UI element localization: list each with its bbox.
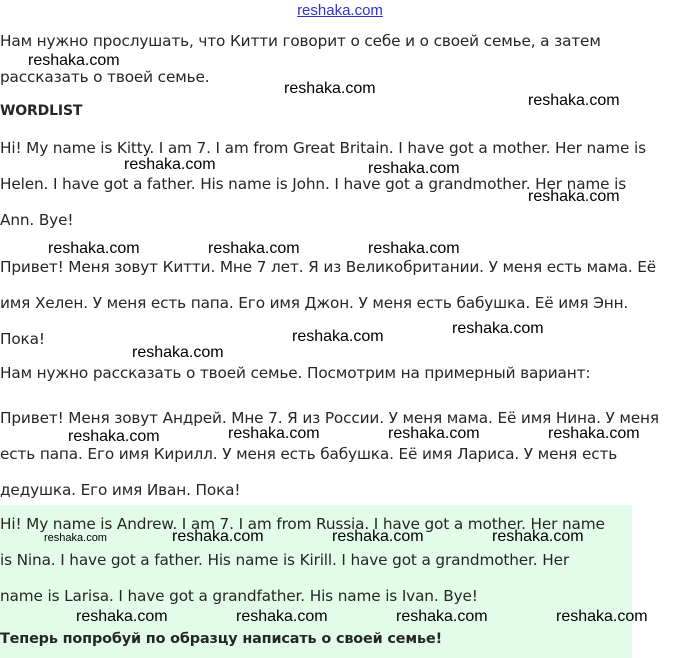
watermark: reshaka.com — [68, 428, 160, 445]
english-line: Helen. I have got a father. His name is John. I have got a grandmother. Her name is — [0, 175, 627, 193]
intro-line: рассказать о твоей семье. — [0, 68, 210, 86]
intro-line: Нам нужно прослушать, что Китти говорит о себе и о своей семье, а затем — [0, 32, 601, 50]
wordlist-title: WORDLIST — [0, 103, 83, 119]
watermark: reshaka.com — [208, 240, 300, 257]
example-english-line: is Nina. I have got a father. His name is Kirill. I have got a grandmother. Her — [0, 551, 569, 569]
english-line: Ann. Bye! — [0, 211, 74, 229]
watermark: reshaka.com — [44, 532, 107, 544]
example-english-line: name is Larisa. I have got a grandfather. His name is Ivan. Bye! — [0, 587, 478, 605]
example-russian-line: есть папа. Его имя Кирилл. У меня есть бабушка. Её имя Лариса. У меня есть — [0, 445, 618, 463]
watermark: reshaka.com — [292, 328, 384, 345]
example-english — [0, 506, 605, 614]
site-header-link[interactable]: reshaka.com — [297, 2, 383, 19]
watermark: reshaka.com — [388, 425, 480, 442]
watermark: reshaka.com — [528, 92, 620, 109]
watermark: reshaka.com — [368, 240, 460, 257]
watermark: reshaka.com — [368, 160, 460, 177]
watermark: reshaka.com — [492, 528, 584, 545]
example-intro: Нам нужно рассказать о твоей семье. Посмотрим на примерный вариант: — [0, 364, 591, 382]
watermark: reshaka.com — [48, 240, 140, 257]
task-text: Теперь попробуй по образцу написать о своей семье! — [0, 631, 442, 647]
example-english-line: Hi! My name is Andrew. I am 7. I am from Russia. I have got a mother. Her name — [0, 515, 605, 533]
watermark: reshaka.com — [452, 320, 544, 337]
example-russian — [0, 400, 659, 508]
watermark: reshaka.com — [172, 528, 264, 545]
russian-line: Привет! Меня зовут Китти. Мне 7 лет. Я из Великобритании. У меня есть мама. Её — [0, 258, 657, 276]
watermark: reshaka.com — [284, 80, 376, 97]
watermark: reshaka.com — [228, 425, 320, 442]
watermark: reshaka.com — [332, 528, 424, 545]
russian-line: имя Хелен. У меня есть папа. Его имя Джон. У меня есть бабушка. Её имя Энн. — [0, 294, 629, 312]
watermark: reshaka.com — [548, 425, 640, 442]
english-line: Hi! My name is Kitty. I am 7. I am from Great Britain. I have got a mother. Her name is — [0, 139, 646, 157]
watermark: reshaka.com — [556, 608, 648, 625]
example-russian-line: Привет! Меня зовут Андрей. Мне 7. Я из России. У меня мама. Её имя Нина. У меня — [0, 409, 659, 427]
watermark: reshaka.com — [28, 52, 120, 69]
example-russian-line: дедушка. Его имя Иван. Пока! — [0, 481, 241, 499]
english-text — [0, 130, 646, 238]
watermark: reshaka.com — [124, 156, 216, 173]
russian-line: Пока! — [0, 330, 45, 348]
watermark: reshaka.com — [132, 344, 224, 361]
watermark: reshaka.com — [396, 608, 488, 625]
watermark: reshaka.com — [528, 188, 620, 205]
watermark: reshaka.com — [76, 608, 168, 625]
watermark: reshaka.com — [236, 608, 328, 625]
